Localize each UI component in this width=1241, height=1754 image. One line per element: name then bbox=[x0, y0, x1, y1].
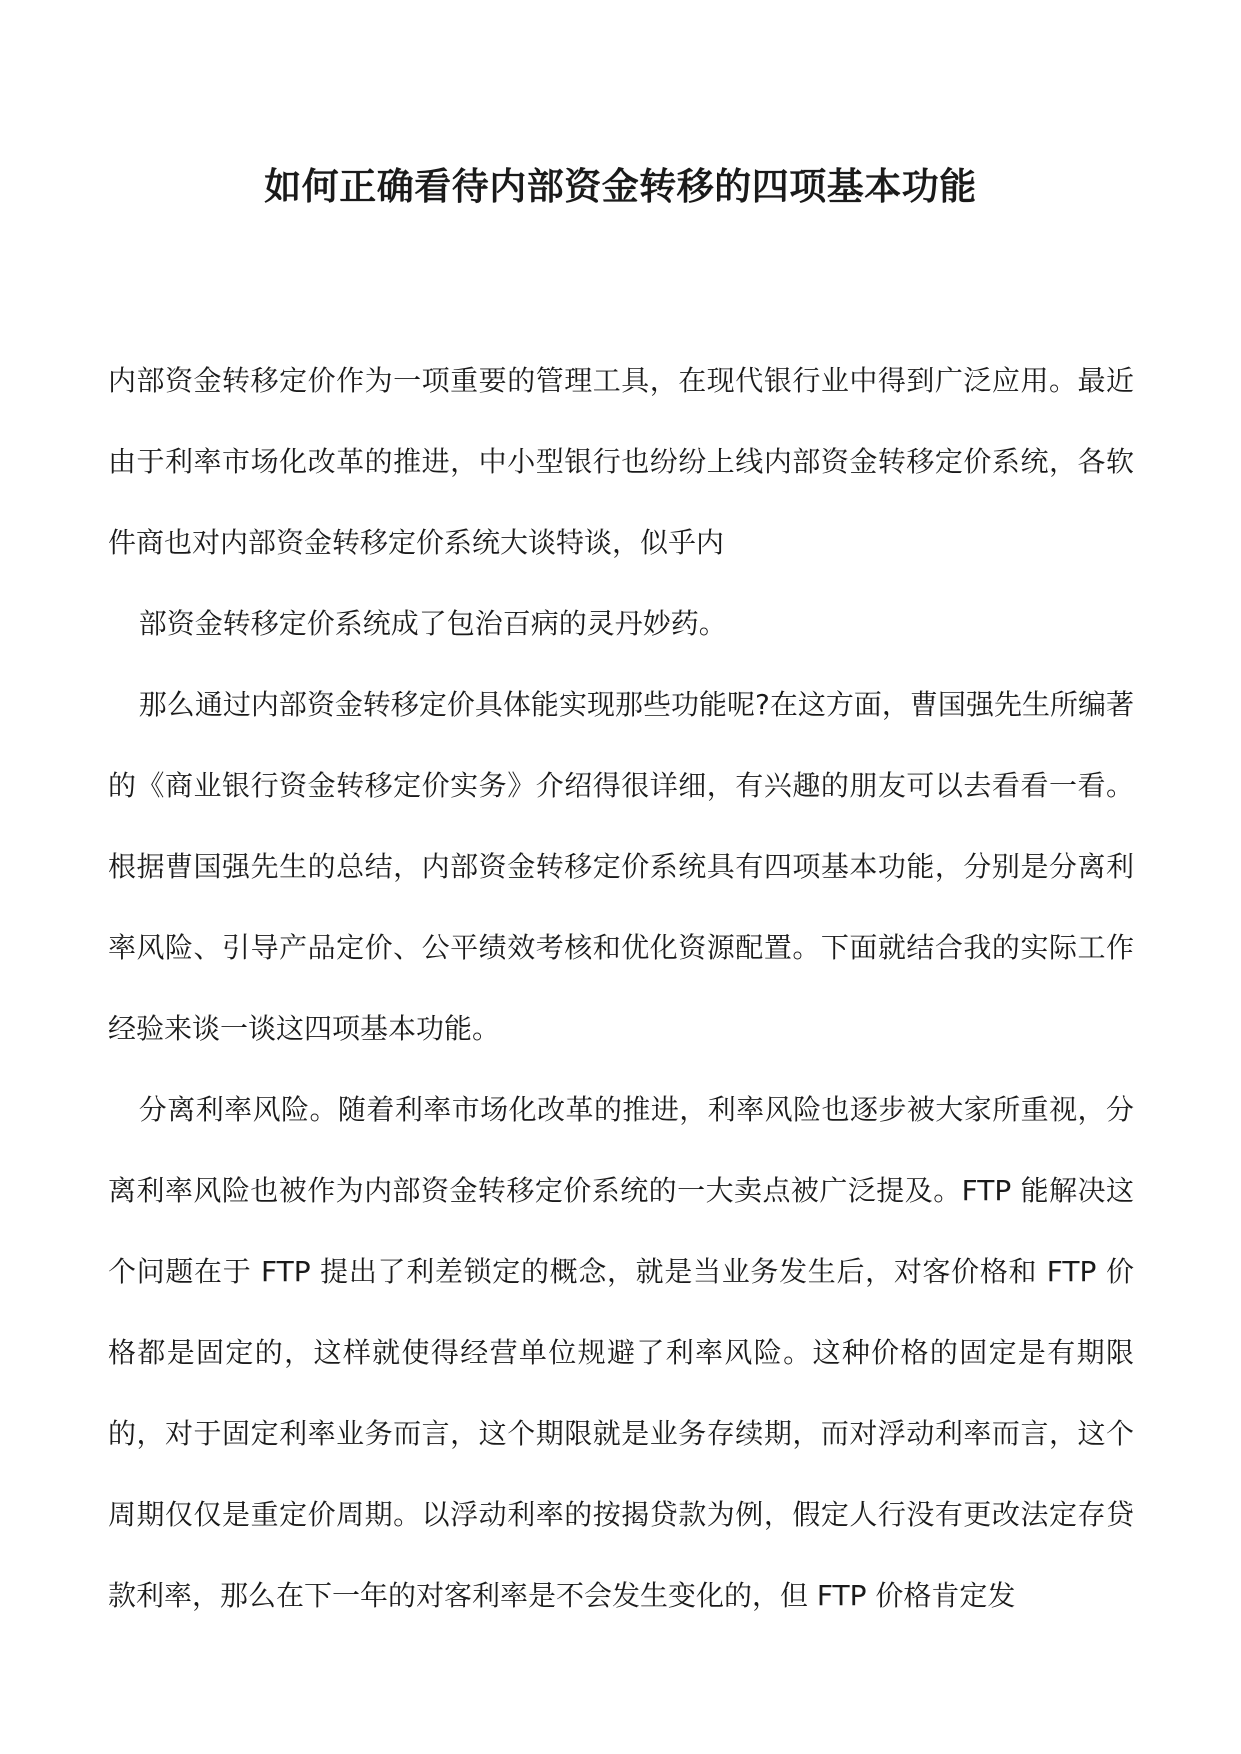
paragraph-four-functions: 那么通过内部资金转移定价具体能实现那些功能呢?在这方面，曹国强先生所编著的《商业银行资金转移定价实务》介绍得很详细，有兴趣的朋友可以去看看一看。根据曹国强先生的总结，内部资金转移定价系统具有四项基本功能，分别是分离利率风险、引导产品定价、公平绩效考核和优化资源配置。下面就结合我的实际工作经验来谈一谈这四项基本功能。 bbox=[108, 688, 1134, 1045]
paragraph-intro-continuation: 部资金转移定价系统成了包治百病的灵丹妙药。 bbox=[138, 607, 727, 640]
paragraph-interest-rate-risk: 分离利率风险。随着利率市场化改革的推进，利率风险也逐步被大家所重视，分离利率风险也被作为内部资金转移定价系统的一大卖点被广泛提及。FTP 能解决这个问题在于 FTP 提出了利差锁定的概念，就是当业务发生后，对客价格和 FTP 价格都是固定的，这样就使得经营单位规避了利率风险。这种价格的固定是有期限的，对于固定利率业务而言，这个期限就是业务存续期，而对浮动利率而言，这个周期仅仅是重定价周期。以浮动利率的按揭贷款为例，假定人行没有更改法定存贷款利率，那么在下一年的对客利率是不会发生变化的，但 FTP 价格肯定发 bbox=[108, 1093, 1134, 1612]
paragraph-intro: 内部资金转移定价作为一项重要的管理工具，在现代银行业中得到广泛应用。最近由于利率市场化改革的推进，中小型银行也纷纷上线内部资金转移定价系统，各软件商也对内部资金转移定价系统大谈特谈，似乎内 bbox=[108, 364, 1134, 559]
document-body bbox=[108, 340, 1134, 1636]
document-title: 如何正确看待内部资金转移的四项基本功能 bbox=[264, 164, 977, 208]
